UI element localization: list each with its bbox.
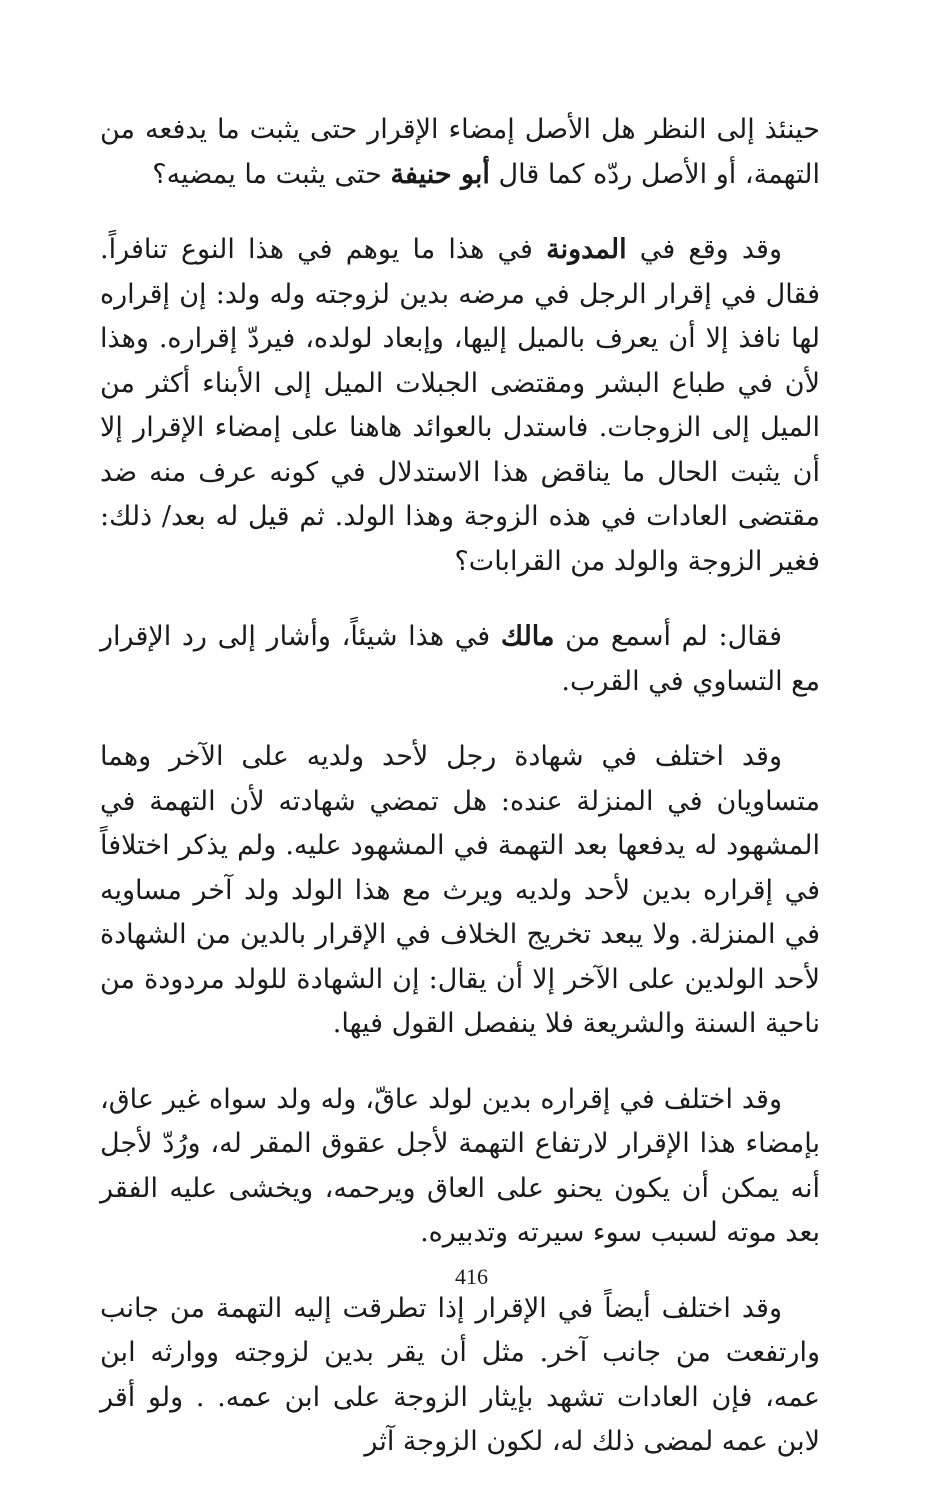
text-segment: فقال: لم أسمع من: [554, 621, 782, 652]
paragraph: [100, 735, 820, 1047]
page-number: 416: [455, 1264, 488, 1289]
text-segment: وقد اختلف أيضاً في الإقرار إذا تطرقت إليه التهمة من جانب وارتفعت من جانب آخر. مثل أن يقر بدين لزوجته ووارثه ابن عمه، فإن العادات تشهد بإيثار الزوجة على ابن عمه. . ولو أقر لابن عمه لمضى ذلك له، لكون الزوجة آثر: [100, 1292, 820, 1457]
bold-term: مالك: [500, 621, 555, 652]
paragraph: [100, 108, 820, 197]
bold-term: أبو حنيفة: [390, 158, 490, 190]
paragraph: [100, 228, 820, 584]
text-segment: وقد اختلف في شهادة رجل لأحد ولديه على الآخر وهما متساويان في المنزلة عنده: هل تمضي شهادته لأن التهمة في المشهود له يدفعها بعد التهمة في المشهود عليه. ولم يذكر اختلافاً في إقراره بدين لأحد ولديه ويرث مع هذا الولد ولد آخر مساويه في المنزلة. ولا يبعد تخريج الخلاف في الإقرار بالدين من الشهادة لأحد الولدين على الآخر إلا أن يقال: إن الشهادة للولد مردودة من ناحية السنة والشريعة فلا ينفصل القول فيها.: [100, 741, 820, 1039]
text-segment: وقد اختلف في إقراره بدين لولد عاقّ، وله ولد سواه غير عاق، بإمضاء هذا الإقرار لارتفاع التهمة لأجل عقوق المقر له، ورُدّ لأجل أنه يمكن أن يكون يحنو على العاق ويرحمه، ويخشى عليه الفقر بعد موته لسبب سوء سيرته وتدبيره.: [100, 1083, 820, 1248]
paragraph: [100, 615, 820, 704]
bold-term: المدونة: [546, 234, 627, 265]
paragraph: [100, 1078, 820, 1256]
text-segment: حتى يثبت ما يمضيه؟: [152, 158, 391, 190]
paragraph: [100, 1287, 820, 1465]
text-segment: في هذا ما يوهم في هذا النوع تنافراً. فقال في إقرار الرجل في مرضه بدين لزوجته وله ولد: إن إقراره لها نافذ إلا أن يعرف بالميل إليها، وإبعاد لولده، فيردّ إقراره. وهذا لأن في طباع البشر ومقتضى الجبلات الميل إلى الأبناء أكثر من الميل إلى الزوجات. فاستدل بالعوائد هاهنا على إمضاء الإقرار إلا أن يثبت الحال ما يناقض هذا الاستدلال في كونه عرف منه ضد مقتضى العادات في هذه الزوجة وهذا الولد. ثم قيل له بعد/ ذلك: فغير الزوجة والولد من القرابات؟: [100, 234, 820, 577]
text-segment: في هذا شيئاً، وأشار إلى رد الإقرار مع التساوي في القرب.: [100, 621, 820, 697]
text-segment: وقد وقع في: [626, 234, 782, 265]
text-segment: حينئذ إلى النظر هل الأصل إمضاء الإقرار حتى يثبت ما يدفعه من التهمة، أو الأصل ردّه كما قال: [100, 114, 820, 190]
